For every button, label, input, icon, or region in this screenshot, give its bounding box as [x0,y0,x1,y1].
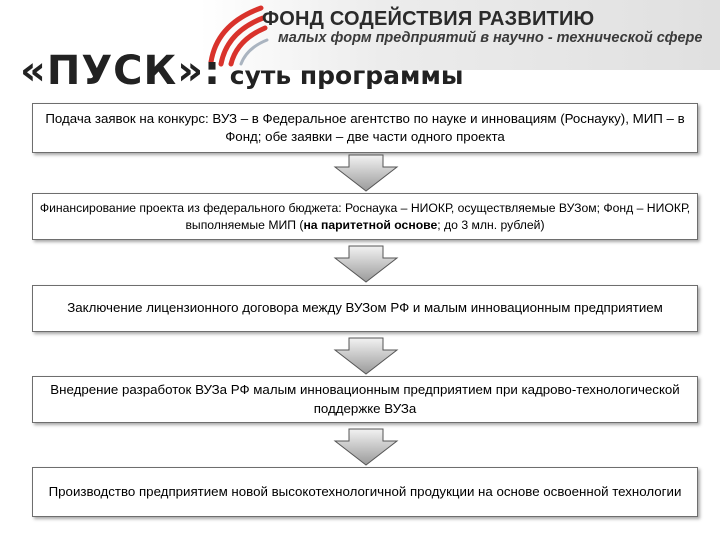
org-name-line2: малых форм предприятий в научно - технической сфере [278,30,703,46]
title-sub: суть программы [221,61,464,90]
step-2-text-bold: на паритетной основе [303,217,438,232]
step-1-text: Подача заявок на конкурс: ВУЗ – в Федеральное агентство по науке и инновациям (Роснауку), МИП – в Фонд; обе заявки – две части одного проекта [45,110,685,144]
down-arrow-icon [333,154,399,192]
org-name-line1: ФОНД СОДЕЙСТВИЯ РАЗВИТИЮ [262,8,595,30]
step-2-text-before: Финансирование проекта из федерального бюджета: Роснаука – НИОКР, осуществляемые ВУЗом; Фонд – НИОКР, выполняемые МИП ( [39,200,691,232]
step-2-text [39,200,691,233]
step-4-text: Внедрение разработок ВУЗа РФ малым инновационным предприятием при кадрово-технологической поддержке ВУЗа [50,382,680,416]
down-arrow-icon [333,337,399,375]
step-1-box [32,103,698,153]
step-5-text: Производство предприятием новой высокотехнологичной продукции на основе освоенной технологии [48,483,682,499]
step-4-box [32,376,698,423]
step-3-text: Заключение лицензионного договора между ВУЗом РФ и малым инновационным предприятием [67,300,663,316]
step-5-box [32,467,698,517]
down-arrow-icon [333,428,399,466]
step-2-box [32,193,698,240]
title-main: «ПУСК»: [20,48,222,94]
step-3-box [32,285,698,332]
down-arrow-icon [333,245,399,283]
step-2-text-after: ; до 3 млн. рублей) [437,217,545,232]
slide-title [20,48,464,94]
